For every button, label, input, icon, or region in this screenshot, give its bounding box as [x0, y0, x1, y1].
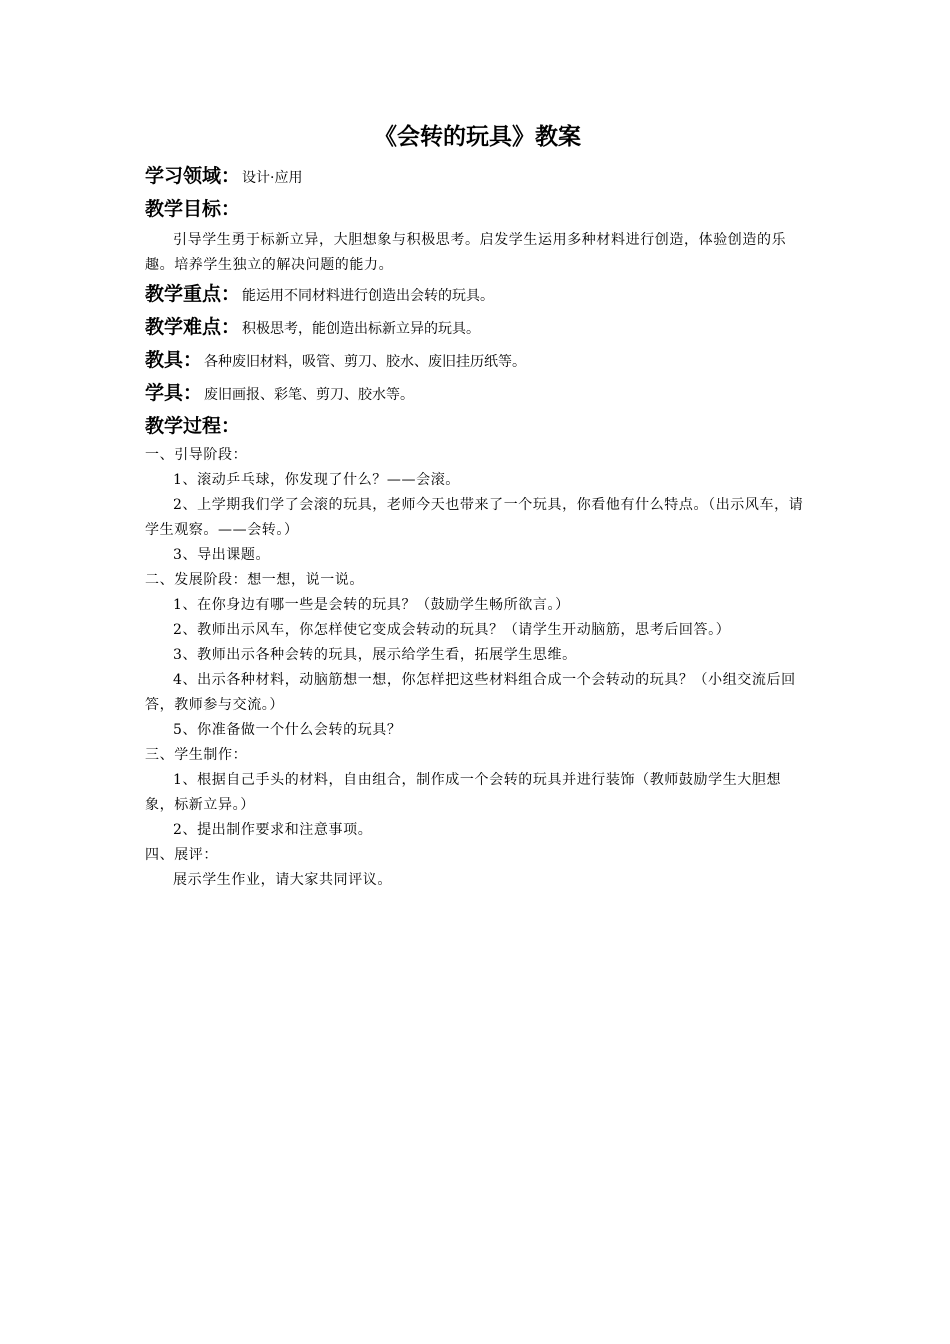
- process-item: 1、根据自己手头的材料，自由组合，制作成一个会转的玩具并进行装饰（教师鼓励学生大胆想象，标新立异。）: [145, 772, 782, 813]
- teaching-key-point-value: 能运用不同材料进行创造出会转的玩具。: [242, 288, 495, 304]
- process-item: 1、在你身边有哪一些是会转的玩具？（鼓励学生畅所欲言。）: [173, 597, 570, 613]
- document-title: 《会转的玩具》教案: [374, 124, 581, 150]
- student-tools-value: 废旧画报、彩笔、剪刀、胶水等。: [204, 387, 415, 403]
- teacher-tools-value: 各种废旧材料，吸管、剪刀、胶水、废旧挂历纸等。: [204, 354, 527, 370]
- teacher-tools-label: 教具：: [145, 349, 203, 371]
- field-teaching-process: [145, 410, 810, 443]
- field-teaching-goals: [145, 193, 810, 226]
- learning-area-label: 学习领域：: [145, 165, 241, 187]
- teaching-goals-text: 引导学生勇于标新立异，大胆想象与积极思考。启发学生运用多种材料进行创造，体验创造的乐趣。培养学生独立的解决问题的能力。: [145, 232, 787, 273]
- field-teaching-difficulty: [145, 311, 810, 344]
- process-item: 2、提出制作要求和注意事项。: [173, 822, 373, 838]
- process-section-heading: 四、展评：: [145, 847, 218, 863]
- process-section-2: [145, 568, 810, 743]
- process-section-heading: 二、发展阶段：想一想，说一说。: [145, 572, 364, 588]
- teaching-difficulty-value: 积极思考，能创造出标新立异的玩具。: [242, 321, 481, 337]
- student-tools-label: 学具：: [145, 382, 203, 404]
- document-page: [145, 118, 810, 893]
- process-section-3: [145, 743, 810, 843]
- field-teaching-key-point: [145, 278, 810, 311]
- process-item: 4、出示各种材料，动脑筋想一想，你怎样把这些材料组合成一个会转动的玩具？（小组交流后回答，教师参与交流。）: [145, 672, 796, 713]
- process-item: 展示学生作业，请大家共同评议。: [173, 872, 392, 888]
- process-section-heading: 一、引导阶段：: [145, 447, 248, 463]
- process-item: 1、滚动乒乓球，你发现了什么？——会滚。: [173, 472, 460, 488]
- process-item: 3、教师出示各种会转的玩具，展示给学生看，拓展学生思维。: [173, 647, 577, 663]
- process-item: 2、教师出示风车，你怎样使它变成会转动的玩具？（请学生开动脑筋，思考后回答。）: [173, 622, 731, 638]
- field-learning-area: [145, 160, 810, 193]
- process-section-4: [145, 843, 810, 893]
- field-teacher-tools: [145, 344, 810, 377]
- teaching-process-label: 教学过程：: [145, 415, 241, 437]
- learning-area-value: 设计·应用: [242, 170, 303, 186]
- process-item: 3、导出课题。: [173, 547, 271, 563]
- field-student-tools: [145, 377, 810, 410]
- teaching-key-point-label: 教学重点：: [145, 283, 241, 305]
- process-section-heading: 三、学生制作：: [145, 747, 248, 763]
- process-item: 2、上学期我们学了会滚的玩具，老师今天也带来了一个玩具，你看他有什么特点。（出示风车，请学生观察。——会转。）: [145, 497, 804, 538]
- teaching-goals-label: 教学目标：: [145, 198, 241, 220]
- process-item: 5、你准备做一个什么会转的玩具？: [173, 722, 402, 738]
- process-section-1: [145, 443, 810, 568]
- teaching-difficulty-label: 教学难点：: [145, 316, 241, 338]
